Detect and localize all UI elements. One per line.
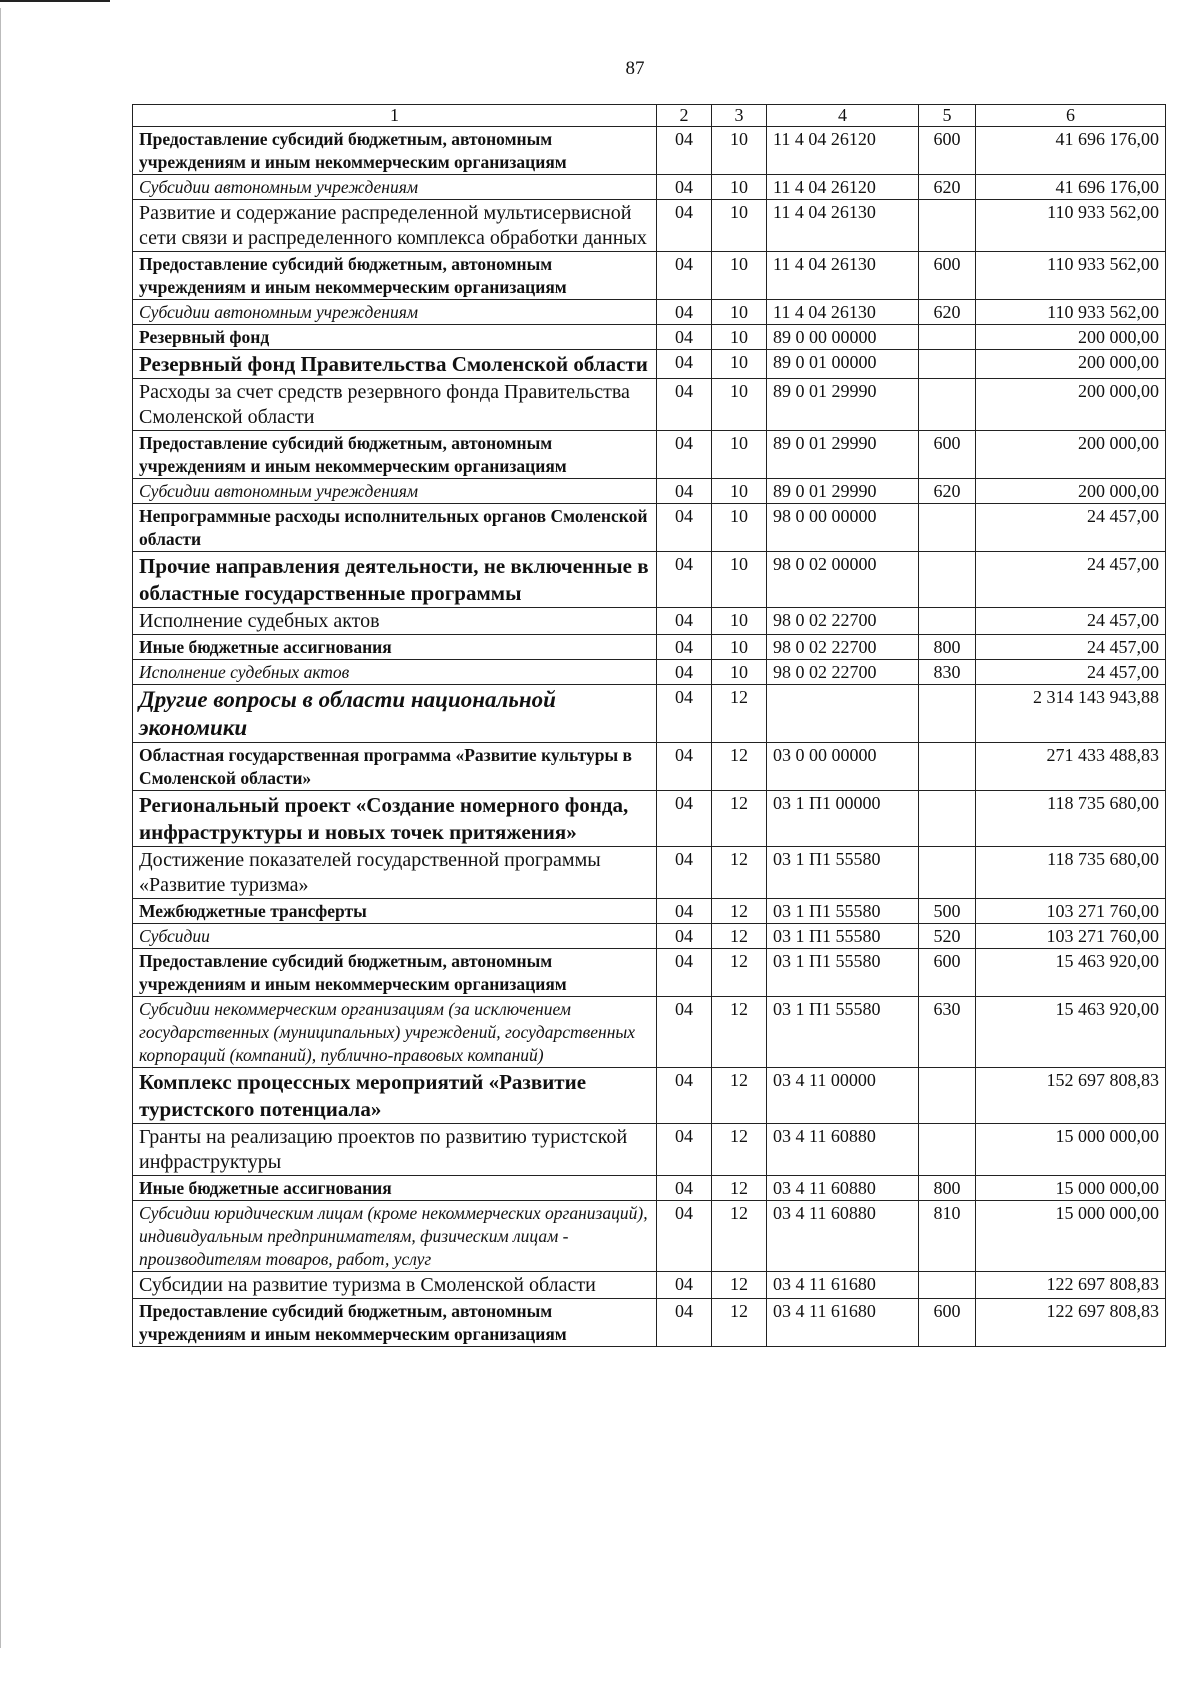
- section-code-cell: 04: [657, 635, 712, 660]
- section-code-cell: 04: [657, 200, 712, 252]
- section-code-cell: 04: [657, 1068, 712, 1124]
- expense-type-cell: 500: [919, 899, 976, 924]
- subsection-code-cell: 10: [712, 252, 767, 300]
- target-article-cell: 89 0 01 29990: [767, 431, 919, 479]
- row-name-cell: Субсидии автономным учреждениям: [133, 175, 657, 200]
- amount-cell: 24 457,00: [976, 635, 1166, 660]
- subsection-code-cell: 12: [712, 685, 767, 743]
- section-code-cell: 04: [657, 1176, 712, 1201]
- row-name-cell: Субсидии юридическим лицам (кроме некоммерческих организаций), индивидуальным предпринимателям, физическим лицам - производителям товаров, работ, услуг: [133, 1201, 657, 1272]
- row-name-cell: Резервный фонд: [133, 325, 657, 350]
- section-code-cell: 04: [657, 350, 712, 379]
- target-article-cell: 03 4 11 60880: [767, 1201, 919, 1272]
- subsection-code-cell: 10: [712, 635, 767, 660]
- subsection-code-cell: 12: [712, 949, 767, 997]
- target-article-cell: 98 0 02 22700: [767, 635, 919, 660]
- section-code-cell: 04: [657, 1299, 712, 1347]
- row-name-cell: Прочие направления деятельности, не включенные в областные государственные программы: [133, 552, 657, 608]
- amount-cell: 41 696 176,00: [976, 175, 1166, 200]
- target-article-cell: 11 4 04 26130: [767, 200, 919, 252]
- subsection-code-cell: 12: [712, 1176, 767, 1201]
- expense-type-cell: [919, 325, 976, 350]
- header-cell: 2: [657, 105, 712, 127]
- table-row: [133, 997, 1166, 1068]
- expense-type-cell: [919, 1068, 976, 1124]
- amount-cell: 2 314 143 943,88: [976, 685, 1166, 743]
- table-row: [133, 899, 1166, 924]
- expense-type-cell: 800: [919, 635, 976, 660]
- amount-cell: 24 457,00: [976, 504, 1166, 552]
- target-article-cell: 03 4 11 61680: [767, 1299, 919, 1347]
- row-name-cell: Расходы за счет средств резервного фонда Правительства Смоленской области: [133, 379, 657, 431]
- subsection-code-cell: 10: [712, 300, 767, 325]
- expense-type-cell: 810: [919, 1201, 976, 1272]
- table-row: [133, 504, 1166, 552]
- row-name-cell: Областная государственная программа «Развитие культуры в Смоленской области»: [133, 743, 657, 791]
- amount-cell: 24 457,00: [976, 552, 1166, 608]
- section-code-cell: 04: [657, 685, 712, 743]
- row-name-cell: Комплекс процессных мероприятий «Развитие туристского потенциала»: [133, 1068, 657, 1124]
- target-article-cell: 89 0 01 00000: [767, 350, 919, 379]
- expense-type-cell: [919, 743, 976, 791]
- row-name-cell: Субсидии: [133, 924, 657, 949]
- target-article-cell: 11 4 04 26120: [767, 175, 919, 200]
- table-row: [133, 847, 1166, 899]
- table-row: [133, 743, 1166, 791]
- table-row: [133, 1201, 1166, 1272]
- subsection-code-cell: 10: [712, 200, 767, 252]
- target-article-cell: 98 0 02 00000: [767, 552, 919, 608]
- subsection-code-cell: 12: [712, 997, 767, 1068]
- table-row: [133, 300, 1166, 325]
- row-name-cell: Межбюджетные трансферты: [133, 899, 657, 924]
- table-row: [133, 252, 1166, 300]
- row-name-cell: Гранты на реализацию проектов по развитию туристской инфраструктуры: [133, 1124, 657, 1176]
- amount-cell: 24 457,00: [976, 660, 1166, 685]
- row-name-cell: Другие вопросы в области национальной экономики: [133, 685, 657, 743]
- section-code-cell: 04: [657, 175, 712, 200]
- target-article-cell: 89 0 01 29990: [767, 379, 919, 431]
- expense-type-cell: [919, 379, 976, 431]
- subsection-code-cell: 12: [712, 1068, 767, 1124]
- expense-type-cell: [919, 552, 976, 608]
- subsection-code-cell: 10: [712, 504, 767, 552]
- table-row: [133, 608, 1166, 635]
- row-name-cell: Исполнение судебных актов: [133, 660, 657, 685]
- expense-type-cell: 600: [919, 127, 976, 175]
- target-article-cell: 11 4 04 26130: [767, 300, 919, 325]
- section-code-cell: 04: [657, 1201, 712, 1272]
- expense-type-cell: 520: [919, 924, 976, 949]
- subsection-code-cell: 12: [712, 791, 767, 847]
- target-article-cell: 03 4 11 60880: [767, 1176, 919, 1201]
- row-name-cell: Предоставление субсидий бюджетным, автономным учреждениям и иным некоммерческим организациям: [133, 431, 657, 479]
- target-article-cell: 11 4 04 26120: [767, 127, 919, 175]
- page-number: 87: [625, 58, 645, 79]
- subsection-code-cell: 10: [712, 325, 767, 350]
- expense-type-cell: [919, 685, 976, 743]
- amount-cell: 110 933 562,00: [976, 300, 1166, 325]
- amount-cell: 15 000 000,00: [976, 1176, 1166, 1201]
- target-article-cell: 03 1 П1 55580: [767, 899, 919, 924]
- subsection-code-cell: 12: [712, 847, 767, 899]
- section-code-cell: 04: [657, 847, 712, 899]
- expense-type-cell: [919, 847, 976, 899]
- target-article-cell: 98 0 02 22700: [767, 608, 919, 635]
- amount-cell: 110 933 562,00: [976, 200, 1166, 252]
- expense-type-cell: [919, 608, 976, 635]
- target-article-cell: 03 1 П1 00000: [767, 791, 919, 847]
- table-row: [133, 325, 1166, 350]
- table-row: [133, 350, 1166, 379]
- section-code-cell: 04: [657, 127, 712, 175]
- section-code-cell: 04: [657, 431, 712, 479]
- row-name-cell: Предоставление субсидий бюджетным, автономным учреждениям и иным некоммерческим организациям: [133, 1299, 657, 1347]
- subsection-code-cell: 12: [712, 924, 767, 949]
- expense-type-cell: 630: [919, 997, 976, 1068]
- section-code-cell: 04: [657, 379, 712, 431]
- subsection-code-cell: 10: [712, 608, 767, 635]
- table-body: [133, 127, 1166, 1347]
- section-code-cell: 04: [657, 791, 712, 847]
- expense-type-cell: [919, 1272, 976, 1299]
- section-code-cell: 04: [657, 1272, 712, 1299]
- target-article-cell: 03 4 11 61680: [767, 1272, 919, 1299]
- amount-cell: 15 463 920,00: [976, 997, 1166, 1068]
- subsection-code-cell: 12: [712, 899, 767, 924]
- target-article-cell: 03 4 11 60880: [767, 1124, 919, 1176]
- row-name-cell: Субсидии автономным учреждениям: [133, 300, 657, 325]
- section-code-cell: 04: [657, 743, 712, 791]
- header-cell: 5: [919, 105, 976, 127]
- table-row: [133, 200, 1166, 252]
- table-row: [133, 1176, 1166, 1201]
- amount-cell: 200 000,00: [976, 431, 1166, 479]
- expense-type-cell: 620: [919, 479, 976, 504]
- expense-type-cell: 620: [919, 175, 976, 200]
- target-article-cell: [767, 685, 919, 743]
- target-article-cell: 03 1 П1 55580: [767, 924, 919, 949]
- subsection-code-cell: 10: [712, 127, 767, 175]
- subsection-code-cell: 12: [712, 1124, 767, 1176]
- amount-cell: 15 000 000,00: [976, 1124, 1166, 1176]
- row-name-cell: Предоставление субсидий бюджетным, автономным учреждениям и иным некоммерческим организациям: [133, 949, 657, 997]
- scan-edge-line: [0, 8, 1, 1648]
- target-article-cell: 03 0 00 00000: [767, 743, 919, 791]
- section-code-cell: 04: [657, 479, 712, 504]
- table-row: [133, 127, 1166, 175]
- expense-type-cell: 620: [919, 300, 976, 325]
- expense-type-cell: 600: [919, 252, 976, 300]
- target-article-cell: 98 0 00 00000: [767, 504, 919, 552]
- table-row: [133, 1124, 1166, 1176]
- section-code-cell: 04: [657, 252, 712, 300]
- target-article-cell: 03 4 11 00000: [767, 1068, 919, 1124]
- row-name-cell: Предоставление субсидий бюджетным, автономным учреждениям и иным некоммерческим организациям: [133, 127, 657, 175]
- expense-type-cell: 600: [919, 949, 976, 997]
- row-name-cell: Субсидии некоммерческим организациям (за исключением государственных (муниципальных) учреждений, государственных корпораций (компаний), публично-правовых компаний): [133, 997, 657, 1068]
- subsection-code-cell: 12: [712, 1299, 767, 1347]
- expense-type-cell: 830: [919, 660, 976, 685]
- table-row: [133, 635, 1166, 660]
- section-code-cell: 04: [657, 504, 712, 552]
- amount-cell: 118 735 680,00: [976, 791, 1166, 847]
- header-cell: 1: [133, 105, 657, 127]
- amount-cell: 122 697 808,83: [976, 1272, 1166, 1299]
- expense-type-cell: [919, 200, 976, 252]
- subsection-code-cell: 10: [712, 175, 767, 200]
- section-code-cell: 04: [657, 997, 712, 1068]
- expense-type-cell: [919, 1124, 976, 1176]
- amount-cell: 41 696 176,00: [976, 127, 1166, 175]
- header-cell: 6: [976, 105, 1166, 127]
- table-row: [133, 552, 1166, 608]
- target-article-cell: 89 0 01 29990: [767, 479, 919, 504]
- amount-cell: 271 433 488,83: [976, 743, 1166, 791]
- target-article-cell: 89 0 00 00000: [767, 325, 919, 350]
- scan-edge-mark: [0, 0, 110, 2]
- row-name-cell: Непрограммные расходы исполнительных органов Смоленской области: [133, 504, 657, 552]
- subsection-code-cell: 10: [712, 379, 767, 431]
- table-row: [133, 1068, 1166, 1124]
- amount-cell: 122 697 808,83: [976, 1299, 1166, 1347]
- amount-cell: 200 000,00: [976, 325, 1166, 350]
- table-row: [133, 685, 1166, 743]
- amount-cell: 200 000,00: [976, 350, 1166, 379]
- table-row: [133, 924, 1166, 949]
- subsection-code-cell: 12: [712, 1272, 767, 1299]
- table-row: [133, 1299, 1166, 1347]
- expense-type-cell: 800: [919, 1176, 976, 1201]
- subsection-code-cell: 10: [712, 431, 767, 479]
- amount-cell: 15 000 000,00: [976, 1201, 1166, 1272]
- row-name-cell: Субсидии на развитие туризма в Смоленской области: [133, 1272, 657, 1299]
- section-code-cell: 04: [657, 608, 712, 635]
- amount-cell: 103 271 760,00: [976, 924, 1166, 949]
- section-code-cell: 04: [657, 300, 712, 325]
- expense-type-cell: [919, 504, 976, 552]
- subsection-code-cell: 12: [712, 743, 767, 791]
- table-row: [133, 660, 1166, 685]
- row-name-cell: Достижение показателей государственной программы «Развитие туризма»: [133, 847, 657, 899]
- amount-cell: 118 735 680,00: [976, 847, 1166, 899]
- section-code-cell: 04: [657, 949, 712, 997]
- table-row: [133, 791, 1166, 847]
- budget-table: [132, 104, 1166, 1347]
- header-cell: 4: [767, 105, 919, 127]
- amount-cell: 110 933 562,00: [976, 252, 1166, 300]
- subsection-code-cell: 10: [712, 479, 767, 504]
- target-article-cell: 03 1 П1 55580: [767, 949, 919, 997]
- subsection-code-cell: 10: [712, 660, 767, 685]
- expense-type-cell: 600: [919, 1299, 976, 1347]
- section-code-cell: 04: [657, 325, 712, 350]
- expense-type-cell: 600: [919, 431, 976, 479]
- row-name-cell: Региональный проект «Создание номерного фонда, инфраструктуры и новых точек притяжения»: [133, 791, 657, 847]
- amount-cell: 24 457,00: [976, 608, 1166, 635]
- expense-type-cell: [919, 791, 976, 847]
- table-row: [133, 379, 1166, 431]
- table-row: [133, 431, 1166, 479]
- row-name-cell: Субсидии автономным учреждениям: [133, 479, 657, 504]
- amount-cell: 103 271 760,00: [976, 899, 1166, 924]
- row-name-cell: Иные бюджетные ассигнования: [133, 635, 657, 660]
- target-article-cell: 11 4 04 26130: [767, 252, 919, 300]
- header-cell: 3: [712, 105, 767, 127]
- header-row: [133, 105, 1166, 127]
- amount-cell: 152 697 808,83: [976, 1068, 1166, 1124]
- subsection-code-cell: 10: [712, 350, 767, 379]
- subsection-code-cell: 12: [712, 1201, 767, 1272]
- section-code-cell: 04: [657, 660, 712, 685]
- amount-cell: 200 000,00: [976, 479, 1166, 504]
- section-code-cell: 04: [657, 1124, 712, 1176]
- row-name-cell: Исполнение судебных актов: [133, 608, 657, 635]
- row-name-cell: Иные бюджетные ассигнования: [133, 1176, 657, 1201]
- target-article-cell: 03 1 П1 55580: [767, 997, 919, 1068]
- expense-type-cell: [919, 350, 976, 379]
- section-code-cell: 04: [657, 899, 712, 924]
- target-article-cell: 98 0 02 22700: [767, 660, 919, 685]
- target-article-cell: 03 1 П1 55580: [767, 847, 919, 899]
- section-code-cell: 04: [657, 552, 712, 608]
- table-row: [133, 175, 1166, 200]
- amount-cell: 200 000,00: [976, 379, 1166, 431]
- table-row: [133, 949, 1166, 997]
- table-row: [133, 479, 1166, 504]
- table-row: [133, 1272, 1166, 1299]
- amount-cell: 15 463 920,00: [976, 949, 1166, 997]
- subsection-code-cell: 10: [712, 552, 767, 608]
- row-name-cell: Предоставление субсидий бюджетным, автономным учреждениям и иным некоммерческим организациям: [133, 252, 657, 300]
- row-name-cell: Развитие и содержание распределенной мультисервисной сети связи и распределенного комплекса обработки данных: [133, 200, 657, 252]
- row-name-cell: Резервный фонд Правительства Смоленской области: [133, 350, 657, 379]
- section-code-cell: 04: [657, 924, 712, 949]
